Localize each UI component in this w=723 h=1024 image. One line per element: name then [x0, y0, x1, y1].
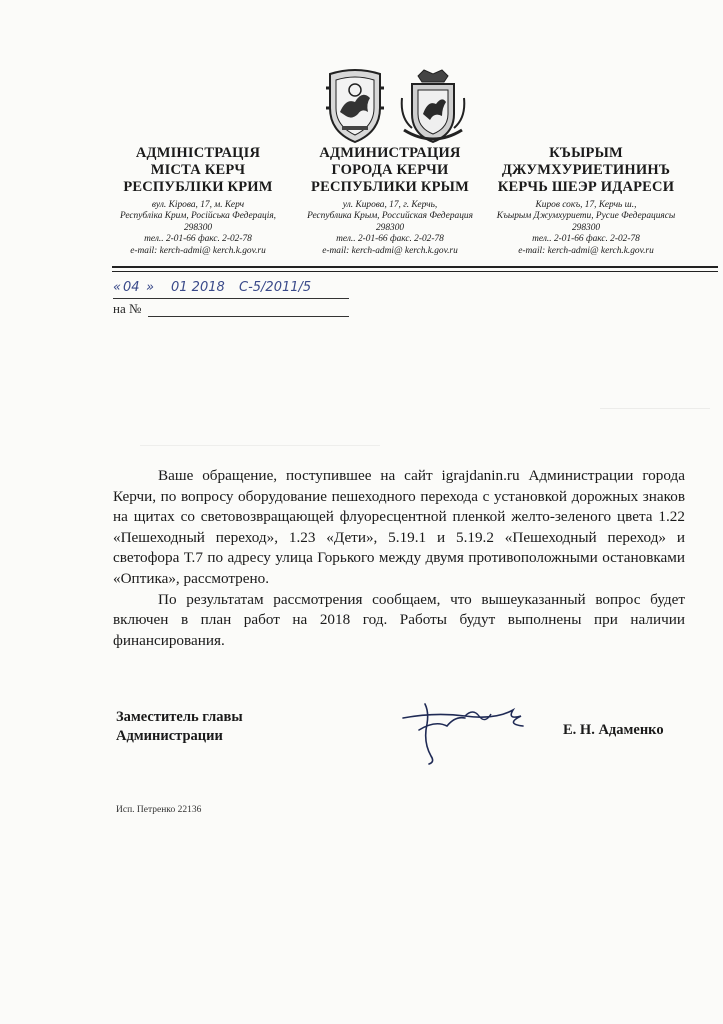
signatory-position	[116, 708, 243, 746]
emblems	[320, 68, 470, 148]
crimea-coat-of-arms-icon	[322, 68, 388, 146]
body-paragraph: Ваше обращение, поступившее на сайт igrajdanin.ru Администрации города Керчи, по вопросу оборудование пешеходного перехода с установкой дорожных знаков на щитах со световозвращающей флуоресцентной пленкой желто-зеленого цвета 1.22 «Пешеходный переход», 1.23 «Дети», 5.19.1 и 5.19.2 «Пешеходный переход» и светофора Т.7 по адресу улица Горького между двумя противоположными остановками «Оптика», рассмотрено.	[113, 467, 685, 587]
outgoing-reference	[113, 280, 373, 320]
incoming-number-label: на №	[113, 301, 142, 316]
letterhead-russian	[292, 145, 488, 257]
title-line: РЕСПУБЛИКИ КРЫМ	[311, 179, 469, 195]
address-line: Киров сокъ, 17, Керчь ш.,	[535, 200, 637, 210]
bleed-through-mark	[140, 445, 380, 446]
bleed-through-mark	[600, 408, 710, 433]
address-line: 298300	[375, 222, 405, 233]
title-line: КЪЫРЫМ	[549, 145, 623, 161]
title-line: АДМИНИСТРАЦИЯ	[319, 145, 461, 161]
reference-day: 04	[123, 280, 140, 295]
signatory-name: Е. Н. Адаменко	[563, 722, 664, 738]
address-line: вул. Кірова, 17, м. Керч	[151, 200, 245, 210]
phone-line: тел.. 2-01-66 факс. 2-02-78	[532, 234, 640, 245]
header-divider-thin	[112, 271, 718, 272]
body-paragraph: По результатам рассмотрения сообщаем, что вышеуказанный вопрос будет включен в план работ на 2018 год. Работы будут выполнены при наличии финансирования.	[113, 590, 685, 649]
address-line: ул. Кирова, 17, г. Керчь,	[342, 200, 438, 210]
incoming-number-underline	[148, 316, 349, 317]
phone-line: тел.. 2-01-66 факс. 2-02-78	[144, 234, 252, 245]
letter-body	[113, 466, 685, 651]
email-line: e-mail: kerch-admi@ kerch.k.gov.ru	[518, 245, 654, 256]
phone-line: тел.. 2-01-66 факс. 2-02-78	[336, 234, 444, 245]
executor-note: Исп. Петренко 22136	[116, 805, 202, 815]
institution-address	[108, 200, 288, 257]
title-line: РЕСПУБЛІКИ КРИМ	[123, 179, 273, 195]
letterhead-crimean-tatar	[486, 145, 686, 257]
kerch-coat-of-arms-icon	[398, 68, 468, 148]
title-line: МІСТА КЕРЧ	[150, 162, 246, 178]
institution-address	[486, 200, 686, 257]
title-line: АДМІНІСТРАЦІЯ	[135, 145, 261, 161]
title-line: ДЖУМХУРИЕТИНИНЪ	[501, 162, 671, 178]
institution-address	[292, 200, 488, 257]
address-line: 298300	[183, 222, 213, 233]
address-line: Республика Крым, Российская Федерация	[307, 211, 473, 222]
open-quote: «	[113, 280, 122, 295]
title-line: ГОРОДА КЕРЧИ	[331, 162, 449, 178]
header-divider-thick	[112, 266, 718, 268]
date-underline	[113, 298, 349, 299]
title-line: КЕРЧЬ ШЕЭР ИДАРЕСИ	[497, 179, 675, 195]
institution-title	[486, 145, 686, 196]
institution-title	[108, 145, 288, 196]
position-line: Заместитель главы	[116, 709, 243, 725]
close-quote: »	[146, 280, 155, 295]
email-line: e-mail: kerch-admi@ kerch.k.gov.ru	[130, 245, 266, 256]
reference-number: С-5/2011/5	[239, 280, 312, 295]
position-line: Администрации	[116, 728, 223, 744]
reference-date: 01 2018	[171, 280, 225, 295]
email-line: e-mail: kerch-admi@ kerch.k.gov.ru	[322, 245, 458, 256]
address-line: Къырым Джумхуриети, Русие Федерациясы	[496, 211, 676, 222]
address-line: Республіка Крим, Російська Федерація,	[119, 211, 277, 222]
address-line: 298300	[571, 222, 601, 233]
institution-title	[292, 145, 488, 196]
handwritten-signature-icon	[395, 690, 545, 765]
letterhead-ukrainian	[108, 145, 288, 257]
